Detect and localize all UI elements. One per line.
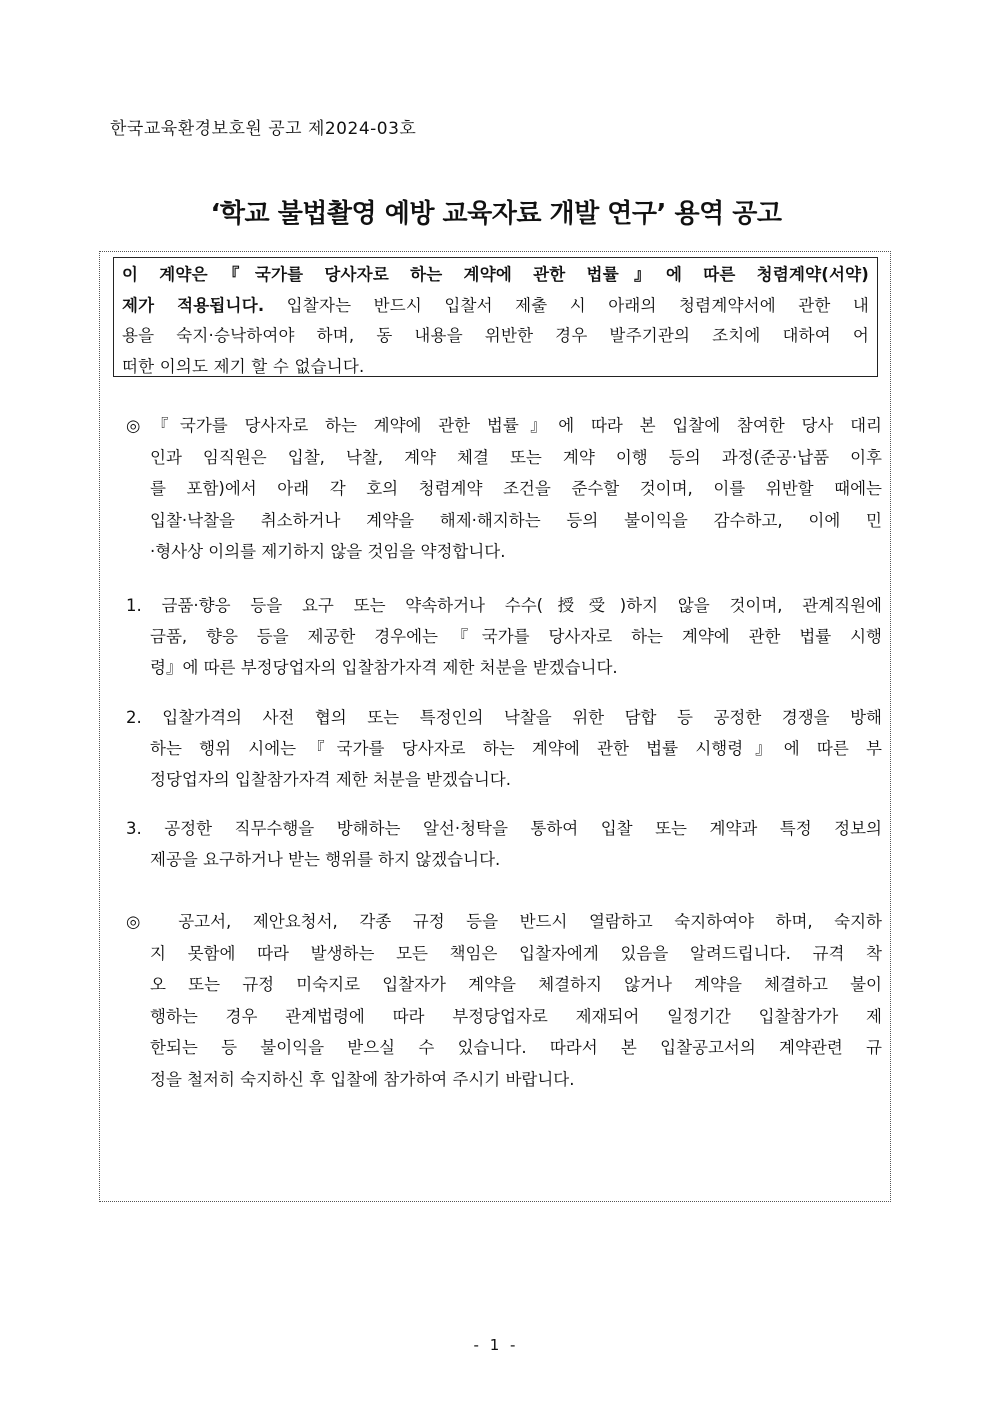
notice-line (122, 291, 869, 322)
paragraph-line: 를 포함)에서 아래 각 호의 청렴계약 조건을 준수할 것이며, 이를 위반할 때에는 (150, 479, 882, 498)
paragraph-line: 지 못함에 따라 발생하는 모든 책임은 입찰자에게 있음을 알려드립니다. 규격 착 (150, 943, 882, 963)
page-title: ‘학교 불법촬영 예방 교육자료 개발 연구’ 용역 공고 (210, 199, 782, 229)
notice-line: 용을 숙지·승낙하여야 하며, 동 내용을 위반한 경우 발주기관의 조치에 대하여 어 (122, 326, 869, 345)
paragraph-line: 제공을 요구하거나 받는 행위를 하지 않겠습니다. (150, 850, 501, 869)
page-number: - 1 - (473, 1336, 519, 1354)
paragraph-line: 2. 입찰가격의 사전 협의 또는 특정인의 낙찰을 위한 담합 등 공정한 경쟁을 방해 (126, 708, 882, 727)
paragraph-line: 오 또는 규정 미숙지로 입찰자가 계약을 체결하지 않거나 계약을 체결하고 불이 (150, 975, 882, 994)
paragraph-line: ◎『국가를 당사자로 하는 계약에 관한 법률』에 따라 본 입찰에 참여한 당사 대리 (126, 416, 882, 435)
paragraph-line: 령』에 따른 부정당업자의 입찰참가자격 제한 처분을 받겠습니다. (150, 658, 618, 677)
paragraph-line: 행하는 경우 관계법령에 따라 부정당업자로 제재되어 일정기간 입찰참가가 제 (150, 1006, 882, 1026)
paragraph-line: ·형사상 이의를 제기하지 않을 것임을 약정합니다. (150, 542, 506, 561)
paragraph-line: 정을 철저히 숙지하신 후 입찰에 참가하여 주시기 바랍니다. (150, 1069, 575, 1089)
paragraph-line: 한되는 등 불이익을 받으실 수 있습니다. 따라서 본 입찰공고서의 계약관련 규 (150, 1038, 882, 1057)
pledge-item-3 (126, 813, 882, 875)
pledge-item-1 (126, 590, 882, 683)
paragraph-line: 입찰·낙찰을 취소하거나 계약을 해제·해지하는 등의 불이익을 감수하고, 이에 민 (150, 510, 882, 530)
closing-paragraph (126, 906, 882, 1095)
notice-line (122, 260, 869, 291)
paragraph-line: 정당업자의 입찰참가자격 제한 처분을 받겠습니다. (150, 770, 511, 789)
notice-text: 입찰자는 반드시 입찰서 제출 시 아래의 청렴계약서에 관한 내 (264, 295, 870, 315)
pledge-intro-paragraph (126, 410, 882, 568)
notice-line: 떠한 이의도 제기 할 수 없습니다. (122, 356, 365, 376)
notice-bold-text: 제가 적용됩니다. (122, 295, 265, 315)
announcement-number: 한국교육환경보호원 공고 제2024-03호 (110, 119, 417, 139)
paragraph-line: 3. 공정한 직무수행을 방해하는 알선·청탁을 통하여 입찰 또는 계약과 특정 정보의 (126, 819, 882, 838)
integrity-contract-notice (113, 257, 878, 377)
paragraph-line: 하는 행위 시에는『국가를 당사자로 하는 계약에 관한 법률 시행령』에 따른 부 (150, 739, 882, 758)
paragraph-line: 인과 임직원은 입찰, 낙찰, 계약 체결 또는 계약 이행 등의 과정(준공·납품 이후 (150, 447, 882, 467)
notice-bold-text: 이 계약은『국가를 당사자로 하는 계약에 관한 법률』에 따른 청렴계약(서약) (122, 265, 869, 284)
paragraph-line: 1. 금품·향응 등을 요구 또는 약속하거나 수수(授受)하지 않을 것이며, 관계직원에 (126, 596, 882, 615)
pledge-item-2 (126, 702, 882, 795)
paragraph-line: ◎ 공고서, 제안요청서, 각종 규정 등을 반드시 열람하고 숙지하여야 하며, 숙지하 (126, 912, 882, 931)
paragraph-line: 금품, 향응 등을 제공한 경우에는『국가를 당사자로 하는 계약에 관한 법률 시행 (150, 627, 882, 646)
